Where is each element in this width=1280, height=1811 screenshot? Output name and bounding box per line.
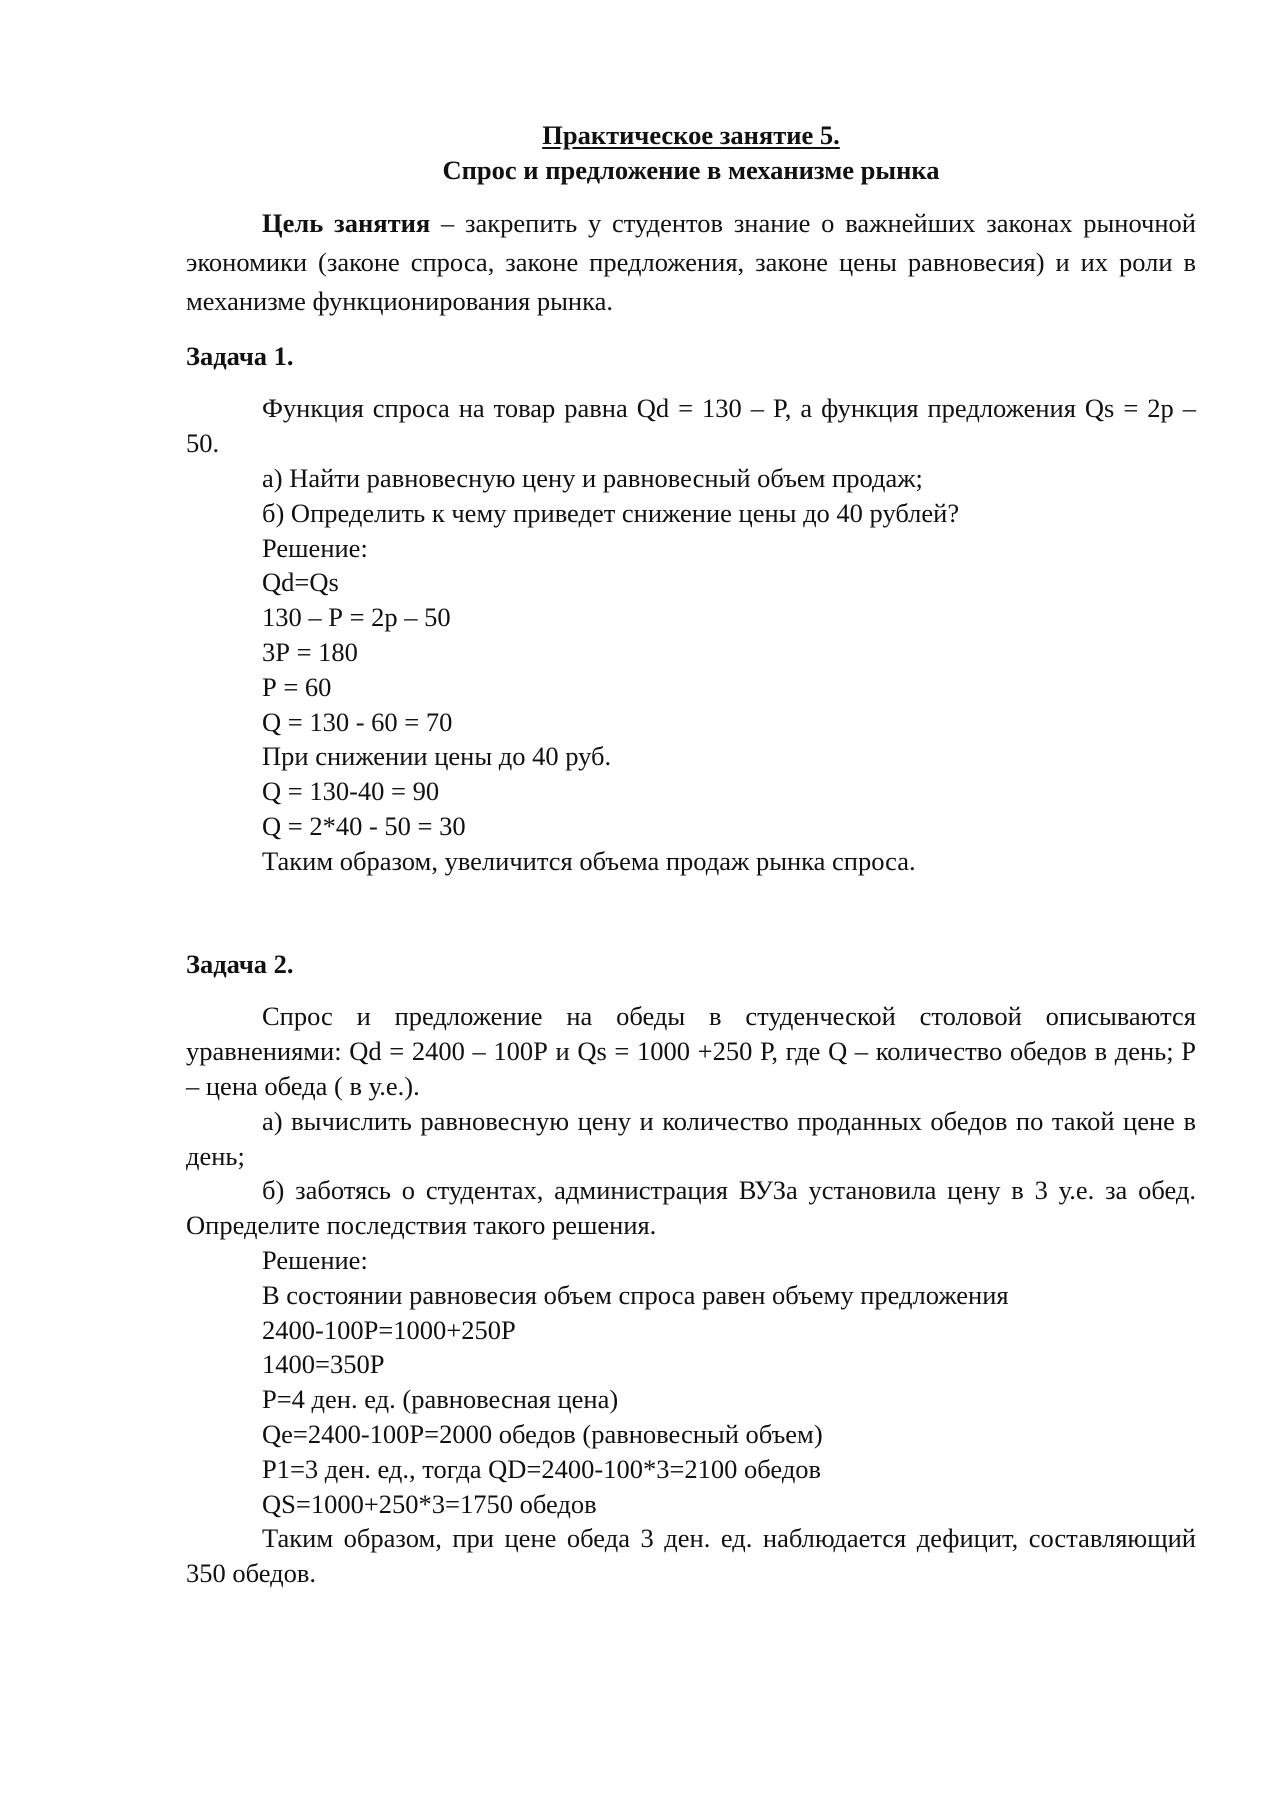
task-1-step: 3Р = 180 bbox=[262, 636, 358, 667]
task-1-step: 130 – Р = 2р – 50 bbox=[262, 602, 451, 633]
title-line-1: Практическое занятие 5. bbox=[542, 120, 840, 150]
task-2-conclusion: Таким образом, при цене обеда 3 ден. ед. наблюдается дефицит, составляющий 350 обедов. bbox=[186, 1523, 1196, 1589]
document-page bbox=[186, 118, 1196, 1591]
task-1-step: При снижении цены до 40 руб. bbox=[262, 741, 612, 772]
task-2-body bbox=[186, 999, 1196, 1591]
task-1-step: Q = 130-40 = 90 bbox=[262, 776, 440, 807]
task-1-condition: Функция спроса на товар равна Qd = 130 – P, а функция предложения Qs = 2р – 50. bbox=[186, 393, 1196, 459]
task-1-step: Qd=Qs bbox=[262, 567, 339, 598]
task-2-step: Р=4 ден. ед. (равновесная цена) bbox=[262, 1384, 619, 1415]
task-1-heading: Задача 1. bbox=[186, 340, 294, 371]
task-2-question-a: а) вычислить равновесную цену и количество проданных обедов по такой цене в день; bbox=[186, 1105, 1196, 1171]
task-1-question-b: б) Определить к чему приведет снижение цены до 40 рублей? bbox=[262, 497, 960, 528]
task-1-conclusion: Таким образом, увеличится объема продаж рынка спроса. bbox=[262, 845, 916, 876]
task-2-step: В состоянии равновесия объем спроса равен объему предложения bbox=[262, 1279, 1009, 1310]
task-1-step: Q = 130 - 60 = 70 bbox=[262, 706, 453, 737]
task-2-step: 2400-100Р=1000+250Р bbox=[262, 1314, 516, 1345]
task-2-step: QS=1000+250*3=1750 обедов bbox=[262, 1488, 597, 1519]
task-2-solution-label: Решение: bbox=[262, 1244, 368, 1275]
task-1-step: Q = 2*40 - 50 = 30 bbox=[262, 810, 466, 841]
task-2-question-b: б) заботясь о студентах, администрация ВУЗа установила цену в 3 у.е. за обед. Определите последствия такого решения. bbox=[186, 1175, 1196, 1241]
task-2-step: 1400=350Р bbox=[262, 1349, 385, 1380]
task-1-solution-label: Решение: bbox=[262, 532, 368, 563]
title-line-2: Спрос и предложение в механизме рынка bbox=[442, 154, 940, 185]
task-1-step: Р = 60 bbox=[262, 671, 332, 702]
document-title bbox=[186, 118, 1196, 188]
goal-paragraph bbox=[186, 204, 1196, 321]
task-2-heading: Задача 2. bbox=[186, 948, 294, 979]
section-spacer bbox=[186, 879, 1196, 947]
task-2-condition: Спрос и предложение на обеды в студенческой столовой описываются уравнениями: Qd = 2400 – 100Р и Qs = 1000 +250 Р, где Q – количество обедов в день; Р – цена обеда ( в у.е.). bbox=[186, 1001, 1196, 1101]
task-1-body bbox=[186, 391, 1196, 878]
task-1-question-a: а) Найти равновесную цену и равновесный объем продаж; bbox=[262, 462, 923, 493]
goal-label: Цель занятия bbox=[262, 207, 431, 238]
task-2-step: Р1=3 ден. ед., тогда QD=2400-100*3=2100 обедов bbox=[262, 1453, 822, 1484]
task-2-step: Qе=2400-100Р=2000 обедов (равновесный объем) bbox=[262, 1418, 823, 1449]
goal-text: – закрепить у студентов знание о важнейших законах рыночной экономики (законе спроса, законе предложения, законе цены равновесия) и их роли в механизме функционирования рынка. bbox=[186, 207, 1196, 316]
